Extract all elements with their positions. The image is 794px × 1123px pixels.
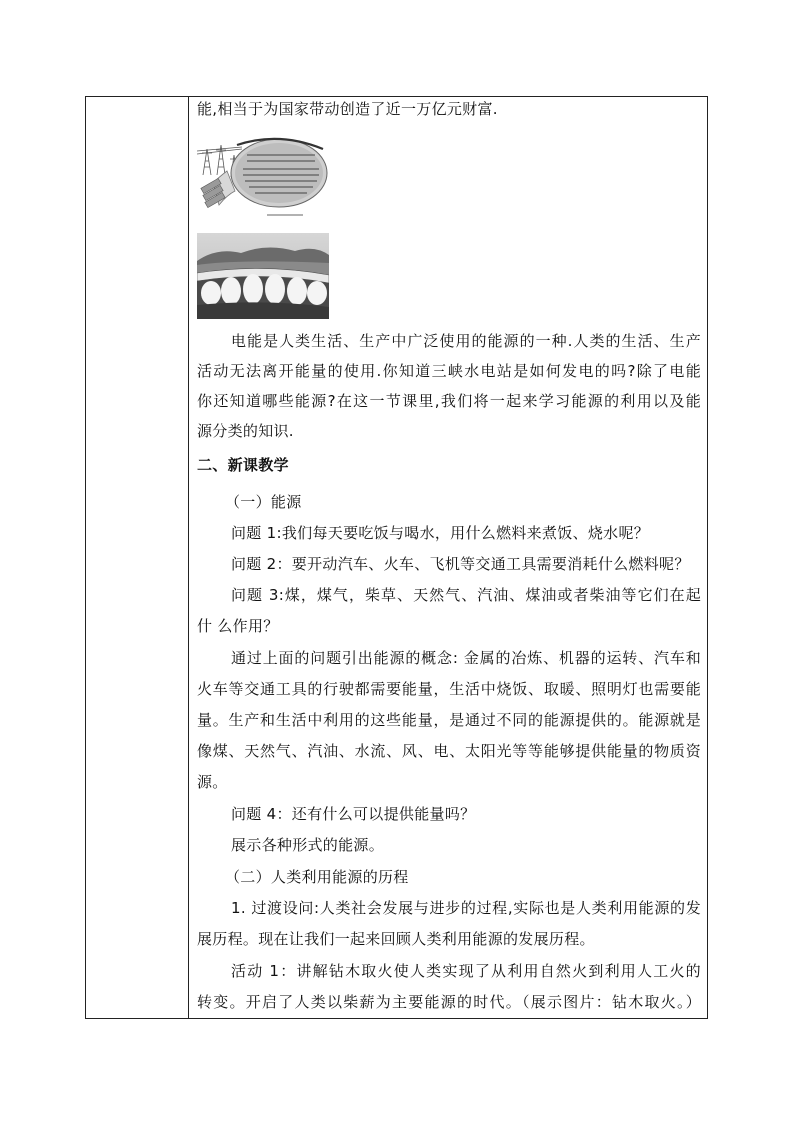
paragraph-line: 电能是人类生活、生产中广泛使用的能源的一种.人类的生活、生产 [231, 332, 701, 350]
lesson-table [85, 96, 708, 1019]
paragraph-line: 源分类的知识. [197, 422, 294, 440]
subsection-heading: （二）人类利用能源的历程 [225, 868, 409, 886]
paragraph-line: 展历程。现在让我们一起来回顾人类利用能源的发展历程。 [197, 930, 595, 948]
table-left-column [86, 97, 189, 1018]
question-line: 什 么作用？ [197, 617, 279, 635]
paragraph-line: 活动无法离开能量的使用.你知道三峡水电站是如何发电的吗?除了电能 [197, 362, 701, 380]
paragraph-line: 像煤、天然气、汽油、水流、风、电、太阳光等等能够提供能量的物质资 [197, 742, 701, 760]
lightbulb-infographic-image [197, 135, 329, 221]
paragraph-line: 通过上面的问题引出能源的概念: 金属的冶炼、机器的运转、汽车和 [231, 649, 701, 667]
three-gorges-dam-photo [197, 233, 329, 319]
paragraph-line: 火车等交通工具的行驶都需要能量，生活中烧饭、取暖、照明灯也需要能 [197, 680, 701, 698]
question-line: 问题 1:我们每天要吃饭与喝水，用什么燃料来煮饭、烧水呢？ [231, 524, 650, 542]
question-line: 问题 4：还有什么可以提供能量吗？ [231, 805, 476, 823]
paragraph-line: 活动 1：讲解钻木取火使人类实现了从利用自然火到利用人工火的 [231, 962, 701, 980]
paragraph-line: 量。生产和生活中利用的这些能量，是通过不同的能源提供的。能源就是 [197, 711, 701, 729]
subsection-heading: （一）能源 [225, 493, 302, 511]
question-line: 问题 2：要开动汽车、火车、飞机等交通工具需要消耗什么燃料呢？ [231, 555, 690, 573]
paragraph-line: 1. 过渡设问:人类社会发展与进步的过程,实际也是人类利用能源的发 [231, 899, 701, 917]
table-content-column [189, 97, 707, 1018]
question-line: 问题 3:煤，煤气，柴草、天然气、汽油、煤油或者柴油等它们在起 [231, 586, 701, 604]
text-line: 能,相当于为国家带动创造了近一万亿元财富. [197, 100, 498, 118]
paragraph-line: 转变。开启了人类以柴薪为主要能源的时代。（展示图片：钻木取火。） [197, 993, 701, 1011]
paragraph-line: 你还知道哪些能源?在这一节课里,我们将一起来学习能源的利用以及能 [197, 392, 701, 410]
paragraph-line: 展示各种形式的能源。 [231, 836, 385, 854]
paragraph-line: 源。 [197, 773, 228, 791]
section-heading: 二、新课教学 [197, 456, 289, 474]
